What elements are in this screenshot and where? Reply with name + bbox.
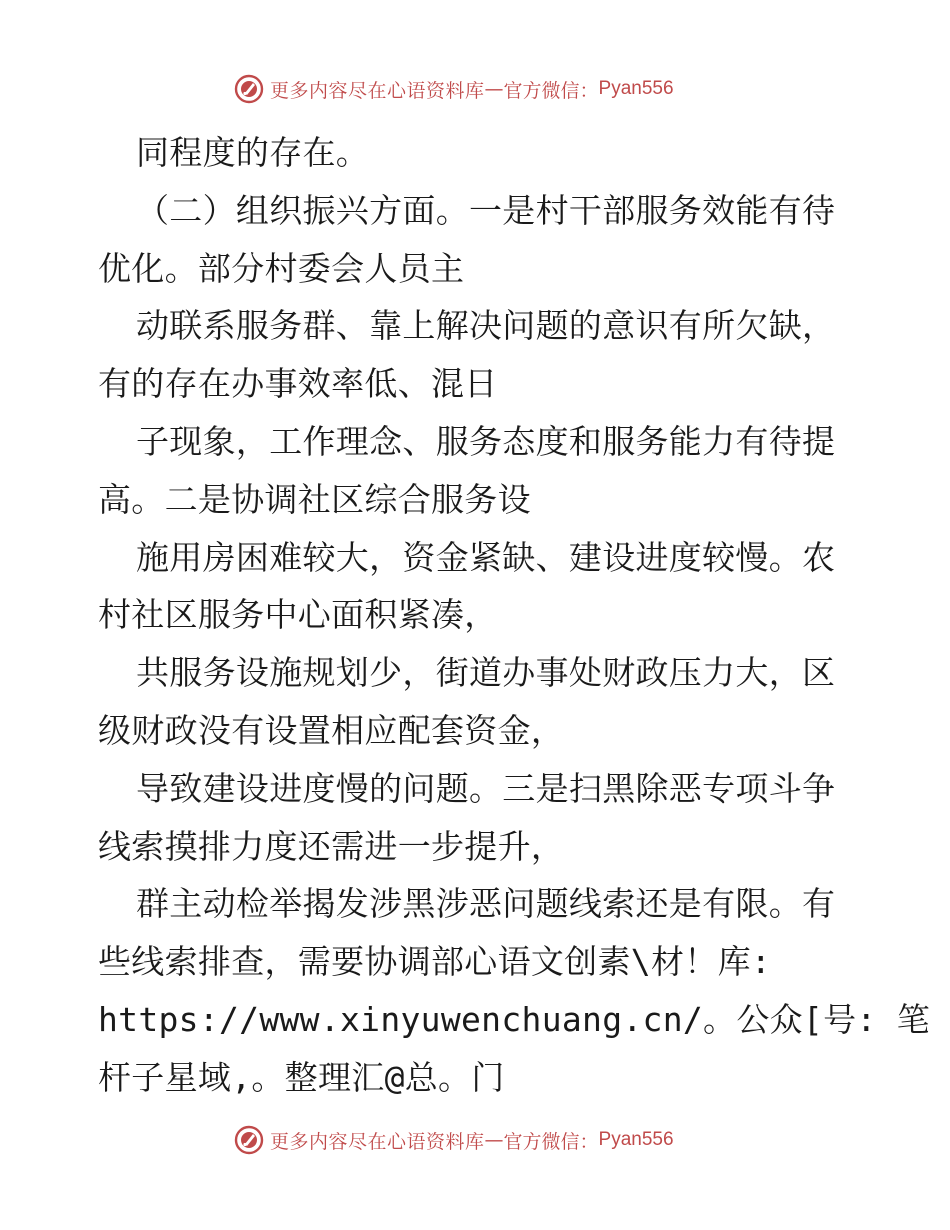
text-line: 优化。部分村委会人员主 [98, 248, 465, 288]
text-line: 子现象，工作理念、服务态度和服务能力有待提 [136, 421, 836, 461]
text-line: https://www.xinyuwenchuang.cn/。公众[号: 笔 [98, 999, 931, 1039]
text-line: （二）组织振兴方面。一是村干部服务效能有待 [136, 190, 836, 230]
brand-logo-icon [234, 1125, 264, 1155]
text-line: 同程度的存在。 [136, 133, 370, 172]
header-wechat-id: Pyan556 [598, 78, 674, 99]
text-line: 级财政没有设置相应配套资金， [98, 710, 565, 750]
document-body [98, 124, 931, 1107]
footer-wechat-id: Pyan556 [598, 1129, 674, 1150]
footer-dash: — [484, 1129, 504, 1151]
footer-banner [234, 1123, 714, 1157]
text-line: 些线索排查，需要协调部心语文创素\材！库: [98, 942, 772, 982]
text-line: 动联系服务群、靠上解决问题的意识有所欠缺， [136, 306, 836, 346]
text-line: 导致建设进度慢的问题。三是扫黑除恶专项斗争 [136, 768, 836, 808]
text-line: 村社区服务中心面积紧凑， [98, 595, 498, 635]
footer-site-text: 更多内容尽在心语资料库 [270, 1130, 485, 1153]
header-banner [234, 72, 714, 106]
text-line: 共服务设施规划少，街道办事处财政压力大，区 [136, 653, 836, 693]
text-line: 杆子星域,。整理汇@总。门 [98, 1057, 505, 1097]
header-site-text: 更多内容尽在心语资料库 [270, 79, 485, 102]
text-line: 高。二是协调社区综合服务设 [98, 479, 531, 519]
text-line: 线索摸排力度还需进一步提升， [98, 826, 565, 866]
brand-logo-icon [234, 74, 264, 104]
header-dash: — [484, 78, 504, 100]
text-line: 有的存在办事效率低、混日 [98, 364, 498, 404]
header-wechat-label: 官方微信： [503, 79, 599, 102]
text-line: 群主动检举揭发涉黑涉恶问题线索还是有限。有 [136, 884, 836, 924]
text-line: 施用房困难较大，资金紧缺、建设进度较慢。农 [136, 537, 836, 577]
footer-wechat-label: 官方微信： [503, 1130, 599, 1153]
